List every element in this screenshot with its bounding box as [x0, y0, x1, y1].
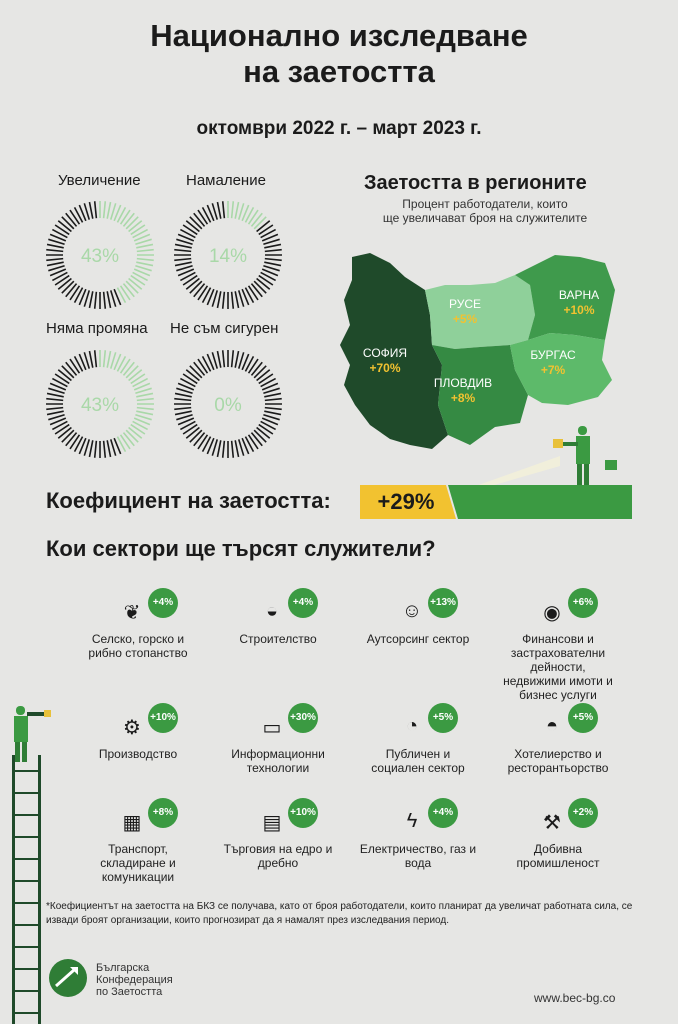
pickaxe-icon: ⚒: [543, 812, 561, 834]
sector-growth-badge: +10%: [288, 798, 318, 828]
lightning-icon: ϟ: [406, 810, 418, 832]
donut-tick: [129, 278, 142, 289]
sector-name: Селско, горско и рибно стопанство: [88, 632, 188, 660]
donut-tick: [254, 217, 266, 229]
donut-tick: [194, 213, 205, 226]
donut-tick: [235, 440, 238, 457]
map-label-ruse: [430, 297, 500, 327]
sector-name: Хотелиерство и ресторантьорство: [507, 747, 609, 775]
donut-tick: [174, 259, 191, 261]
donut-tick: [104, 441, 106, 458]
donut-tick: [46, 408, 63, 410]
donut-tick: [251, 433, 262, 446]
donut-tick: [257, 221, 270, 232]
donut-tick: [89, 440, 92, 457]
region-name-burgas: БУРГАС: [530, 348, 576, 362]
donut-tick: [235, 351, 238, 368]
donut-tick: [264, 262, 281, 265]
donut-tick: [136, 262, 153, 265]
donut-2: [46, 350, 154, 458]
coins-icon: ◉: [543, 602, 561, 624]
donut-label-increase: Увеличение: [58, 172, 141, 189]
donut-tick: [58, 427, 71, 438]
sector-growth-badge: +4%: [428, 798, 458, 828]
donut-tick: [175, 244, 192, 247]
donut-tick: [190, 366, 202, 378]
donut-tick: [126, 366, 138, 378]
donut-tick: [194, 433, 205, 446]
donut-tick: [186, 427, 199, 438]
donut-tick: [89, 351, 92, 368]
donut-3: [174, 350, 282, 458]
regions-subtitle-line2: ще увеличават броя на служителите: [382, 211, 588, 225]
cloche-icon: ◓: [545, 715, 559, 737]
donut-tick: [66, 284, 77, 297]
monitor-icon: ▭: [262, 717, 282, 739]
title-line-2: на заетостта: [243, 54, 435, 89]
map-label-plovdiv: [428, 376, 498, 406]
donut-tick: [123, 362, 134, 375]
donut-tick: [136, 393, 153, 396]
donut-tick: [175, 393, 192, 396]
donut-tick: [107, 351, 110, 368]
donut-tick: [137, 408, 154, 410]
donut-label-decrease: Намаление: [186, 172, 266, 189]
donut-value-text: 43%: [80, 395, 120, 416]
donut-tick: [265, 399, 282, 401]
donut-tick: [126, 281, 138, 293]
website-link[interactable]: www.bec-bg.co: [534, 991, 616, 1005]
region-value-sofia: +70%: [369, 361, 401, 375]
donut-tick: [129, 221, 142, 232]
donut-tick: [223, 292, 225, 309]
sector-growth-badge: +6%: [568, 588, 598, 618]
sector-growth-badge: +10%: [148, 703, 178, 733]
donut-tick: [235, 202, 238, 219]
donut-tick: [174, 408, 191, 410]
sector-name: Електричество, газ и вода: [359, 842, 477, 870]
donut-tick: [265, 259, 282, 261]
sector-name: Строителство: [239, 632, 317, 646]
regions-subtitle: [360, 197, 610, 225]
donut-tick: [123, 284, 134, 297]
donut-tick: [265, 250, 282, 252]
donut-tick: [95, 292, 97, 309]
donut-tick: [126, 430, 138, 442]
donut-tick: [174, 250, 191, 252]
donut-tick: [104, 201, 106, 218]
map-label-burgas: [518, 348, 588, 378]
sector-growth-badge: +13%: [428, 588, 458, 618]
donut-tick: [58, 370, 71, 381]
donut-tick: [251, 213, 262, 226]
donut-value-text: 14%: [208, 246, 248, 267]
donut-tick: [223, 201, 225, 218]
logo-line-1: Българска: [96, 962, 150, 974]
donut-tick: [58, 278, 71, 289]
sector-growth-badge: +5%: [428, 703, 458, 733]
donut-tick: [66, 433, 77, 446]
donut-tick: [89, 291, 92, 308]
donut-tick: [47, 393, 64, 396]
donut-tick: [254, 366, 266, 378]
warehouse-icon: ▦: [122, 812, 142, 834]
sector-name: Финансови и застрахователни дейности, недвижими имоти и бизнес услуги: [503, 632, 613, 702]
cart-icon: ▤: [262, 812, 282, 834]
logo-line-3: по Заетостта: [96, 986, 163, 998]
donut-tick: [251, 284, 262, 297]
donut-tick: [264, 393, 281, 396]
donut-tick: [62, 430, 74, 442]
donut-tick: [217, 440, 220, 457]
donut-label-not-sure: Не съм сигурен: [170, 320, 279, 337]
donut-tick: [129, 370, 142, 381]
donut-tick: [62, 217, 74, 229]
donut-tick: [254, 281, 266, 293]
donut-tick: [190, 217, 202, 229]
bec-logo-icon: [48, 958, 88, 998]
regions-subtitle-line1: Процент работодатели, които: [402, 197, 568, 211]
donut-tick: [89, 202, 92, 219]
donut-0: [46, 201, 154, 309]
donut-tick: [137, 250, 154, 252]
survey-period: октомври 2022 г. – март 2023 г.: [196, 118, 482, 139]
donut-tick: [235, 291, 238, 308]
sector-name: Добивна промишленост: [516, 842, 600, 870]
donut-tick: [58, 221, 71, 232]
donut-label-no-change: Няма промяна: [46, 320, 148, 337]
donut-tick: [186, 370, 199, 381]
map-label-sofia: [350, 346, 420, 376]
donut-tick: [107, 291, 110, 308]
title-line-1: Национално изследване: [150, 18, 528, 53]
donut-tick: [264, 244, 281, 247]
plant-icon: ❦: [123, 602, 141, 624]
donut-tick: [257, 427, 270, 438]
team-icon: ☺: [401, 600, 423, 622]
donut-tick: [186, 278, 199, 289]
region-name-varna: ВАРНА: [558, 288, 600, 302]
sector-growth-badge: +5%: [568, 703, 598, 733]
donut-tick: [62, 366, 74, 378]
sector-name: Производство: [98, 747, 178, 761]
donut-tick: [46, 250, 63, 252]
donut-tick: [217, 291, 220, 308]
donut-tick: [129, 427, 142, 438]
donut-tick: [66, 362, 77, 375]
donut-tick: [137, 259, 154, 261]
donut-tick: [232, 292, 234, 309]
donut-tick: [175, 411, 192, 414]
logo-text: [96, 962, 173, 998]
region-value-varna: +10%: [563, 303, 595, 317]
employment-value: +29%: [377, 489, 435, 514]
region-name-ruse: РУСЕ: [448, 297, 482, 311]
donut-value-text: 0%: [214, 395, 242, 416]
donut-tick: [194, 284, 205, 297]
donut-tick: [66, 213, 77, 226]
donut-tick: [217, 351, 220, 368]
donut-tick: [265, 408, 282, 410]
donut-tick: [47, 244, 64, 247]
donut-tick: [104, 350, 106, 367]
donut-tick: [46, 259, 63, 261]
donut-tick: [136, 244, 153, 247]
donut-tick: [107, 440, 110, 457]
donut-value-text: 43%: [80, 246, 120, 267]
donut-tick: [190, 281, 202, 293]
donut-tick: [47, 262, 64, 265]
donut-tick: [223, 350, 225, 367]
donut-tick: [95, 350, 97, 367]
logo-line-2: Конфедерация: [96, 974, 173, 986]
donut-tick: [194, 362, 205, 375]
donut-tick: [264, 411, 281, 414]
donut-tick: [175, 262, 192, 265]
donut-tick: [107, 202, 110, 219]
donut-tick: [257, 278, 270, 289]
region-value-ruse: +5%: [452, 312, 478, 326]
sector-growth-badge: +4%: [288, 588, 318, 618]
donut-tick: [95, 201, 97, 218]
donut-tick: [223, 441, 225, 458]
donut-tick: [136, 411, 153, 414]
donut-tick: [123, 433, 134, 446]
sector-name: Информационни технологии: [231, 747, 325, 775]
donut-tick: [257, 370, 270, 381]
donut-tick: [186, 221, 199, 232]
region-value-plovdiv: +8%: [450, 391, 476, 405]
sector-name: Аутсорсинг сектор: [366, 632, 470, 646]
donut-tick: [251, 362, 262, 375]
map-label-varna: [544, 288, 614, 318]
donut-tick: [46, 399, 63, 401]
donut-tick: [232, 350, 234, 367]
regions-title: Заетостта в регионите: [364, 172, 587, 194]
donut-tick: [104, 292, 106, 309]
donut-tick: [95, 441, 97, 458]
sector-name: Публичен и социален сектор: [371, 747, 465, 775]
donut-tick: [232, 201, 234, 218]
donut-tick: [190, 430, 202, 442]
footnote: *Коефициентът на заетостта на БКЗ се получава, като от броя работодатели, които планират да увеличат работната сила, се извади броят организации, които прогнозират да я намалят през изследвания период.: [46, 901, 633, 926]
donut-tick: [217, 202, 220, 219]
gear-icon: ⚙: [123, 717, 141, 739]
sector-growth-badge: +8%: [148, 798, 178, 828]
region-name-plovdiv: ПЛОВДИВ: [433, 376, 493, 390]
donut-tick: [254, 430, 266, 442]
donut-tick: [123, 213, 134, 226]
donut-1: [174, 201, 282, 309]
sectors-title: Кои сектори ще търсят служители?: [46, 536, 436, 561]
donut-tick: [126, 217, 138, 229]
region-value-burgas: +7%: [540, 363, 566, 377]
sector-name: Търговия на едро и дребно: [223, 842, 333, 870]
donut-tick: [232, 441, 234, 458]
donut-tick: [137, 399, 154, 401]
sector-growth-badge: +4%: [148, 588, 178, 618]
pie-icon: ◔: [405, 715, 419, 737]
region-name-sofia: СОФИЯ: [362, 346, 408, 360]
donut-tick: [174, 399, 191, 401]
employment-label: Коефициент на заетостта:: [46, 488, 331, 513]
donut-tick: [47, 411, 64, 414]
helmet-icon: ◒: [265, 600, 279, 622]
donut-tick: [62, 281, 74, 293]
sector-growth-badge: +30%: [288, 703, 318, 733]
sector-name: Транспорт, складиране и комуникации: [100, 842, 176, 884]
sector-growth-badge: +2%: [568, 798, 598, 828]
